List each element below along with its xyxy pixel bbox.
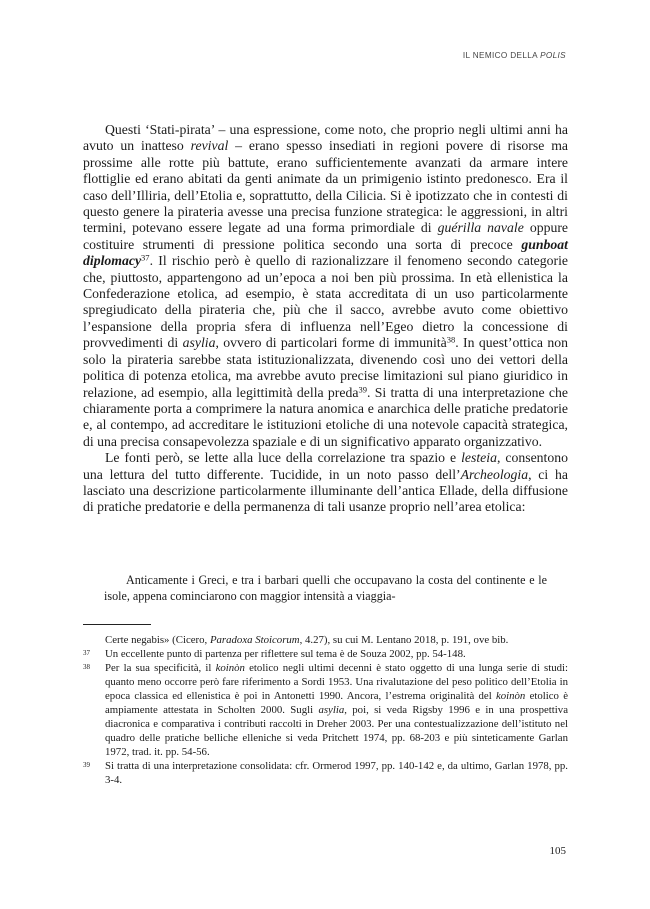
running-head (463, 51, 566, 60)
text-run: Certe negabis» (Cicero, (105, 634, 210, 646)
italic-term: asylia (182, 335, 216, 351)
text-run: , consentono una lettura del tutto differente. Tucidide, in un noto passo dell’ (83, 450, 568, 482)
text-run: . Si tratta di una interpretazione che chiaramente porta a comprimere la natura anomica e anarchica delle pratiche predatorie e, al contempo, ad accreditare le istituzioni etoliche di una notevole capacità strategica, di una precisa consapevolezza spaziale e di un significativo apparato organizzativo. (83, 384, 568, 449)
footnote-text: Si tratta di una interpretazione consolidata: cfr. Ormerod 1997, pp. 140-142 e, da ultimo, Garlan 1978, pp. 3-4. (105, 760, 568, 786)
italic-term: lesteia (461, 450, 497, 466)
italic-term: guérilla navale (437, 220, 524, 236)
footnote-number: 38 (83, 663, 90, 671)
block-quote-text: Anticamente i Greci, e tra i barbari quelli che occupavano la costa del continente e le isole, appena cominciarono con maggior intensità a viaggia- (104, 573, 547, 604)
italic-term: Archeologia (460, 466, 529, 482)
text-run: , ci ha lasciato una descrizione particolarmente illuminante dell’antica Ellade, della diffusione di pratiche predatorie e della permanenza di tali usanze proprio nell’area etolica: (83, 466, 568, 515)
text-run: Le fonti però, se lette alla luce della correlazione tra spazio e (105, 450, 462, 466)
footnote-number: 39 (83, 761, 90, 769)
footnotes (83, 633, 568, 787)
footnote-39 (83, 759, 568, 787)
text-run: . In quest’ottica non solo la pirateria sarebbe stata istituzionalizzata, divenendo così uno dei vettori della politica di potenza etolica, ma avrebbe avuto precise limitazioni sul piano giuridico in relazione, ad esempio, alla legittimità della preda (83, 335, 568, 400)
body-paragraph-1 (83, 122, 568, 450)
text-run: . Il rischio però è quello di razionalizzare il fenomeno secondo categorie che, piuttosto, appartengono ad un’epoca a noi ben più prossima. In età ellenistica la Confederazione etolica, ad esempio, è stata accreditata di un uso particolarmente spregiudicato della pirateria che, più che il sacco, avrebbe avuto come obiettivo l’espansione della propria sfera di influenza nell’Egeo dietro la concessione di provvedimenti di (83, 253, 568, 351)
block-quote (104, 572, 547, 605)
running-head-title-italic: POLIS (540, 51, 566, 60)
page-number: 105 (549, 845, 566, 857)
text-run: , 4.27), su cui M. Lentano 2018, p. 191, ove bib. (299, 634, 509, 646)
italic-term: koinòn (215, 662, 245, 674)
footnote-continuation (83, 633, 568, 647)
text-run: , poi, si veda Rigsby 1996 e in una prospettiva diacronica e comparativa i contributi raccolti in Dreher 2003. Per una contestualizzazione dell’istituto nel quadro delle pratiche belliche elleniche si veda Pritchett 1974, pp. 68-203 e più sinteticamente Garlan 1972, trad. it. pp. 54-56. (105, 704, 568, 758)
text-run: oppure costituire strumenti di pressione politica secondo una sorta di precoce (83, 220, 569, 252)
italic-term: asylia (318, 704, 345, 716)
main-text (83, 122, 568, 516)
footnote-37 (83, 647, 568, 661)
italic-bold-term: gunboat diplomacy (83, 236, 568, 269)
body-paragraph-2 (83, 450, 568, 516)
footnote-38 (83, 661, 568, 759)
footnote-rule (83, 624, 151, 625)
footnote-number: 37 (83, 649, 90, 657)
footnote-ref-37[interactable]: 37 (141, 252, 150, 263)
footnote-ref-38[interactable]: 38 (446, 334, 456, 345)
italic-term: koinòn (495, 690, 526, 702)
text-run: etolico negli ultimi decenni è stato oggetto di una lunga serie di studi: quanto meno occorre però fare riferimento a Sordi 1953. Una rivalutazione del peso politico dell’Etolia in epoca classica ed ellenistica è poi in Antonetti 1990. Ancora, l’estrema originalità del (105, 662, 568, 702)
footnote-ref-39[interactable]: 39 (358, 383, 367, 394)
text-run: etolico è ampiamente attestata in Scholten 2000. Sugli (105, 690, 568, 716)
text-run: – erano spesso insediati in regioni povere di risorse ma prossime alle rotte più battute, erano sufficientemente avanzati da armare intere flottiglie ed erano abitati da genti animate da un primigenio istinto predonesco. Era il caso dell’Illiria, dell’Etolia e, soprattutto, della Cilicia. Si è ipotizzato che in contesti di questo genere la pirateria avesse una precisa funzione strategica: le aggressioni, in altri termini, potevano essere legate ad una forma primordiale di (83, 138, 568, 236)
text-run: Questi ‘Stati-pirata’ – una espressione, come noto, che proprio negli ultimi anni ha avuto un inatteso (83, 122, 568, 154)
text-run: , ovvero di particolari forme di immunità (215, 335, 447, 351)
footnote-text: Un eccellente punto di partenza per riflettere sul tema è de Souza 2002, pp. 54-148. (105, 648, 466, 660)
italic-term: Paradoxa Stoicorum (209, 634, 300, 646)
italic-term: revival (190, 138, 229, 154)
running-head-title: IL NEMICO DELLA (462, 51, 538, 60)
text-run: Per la sua specificità, il (105, 662, 216, 674)
